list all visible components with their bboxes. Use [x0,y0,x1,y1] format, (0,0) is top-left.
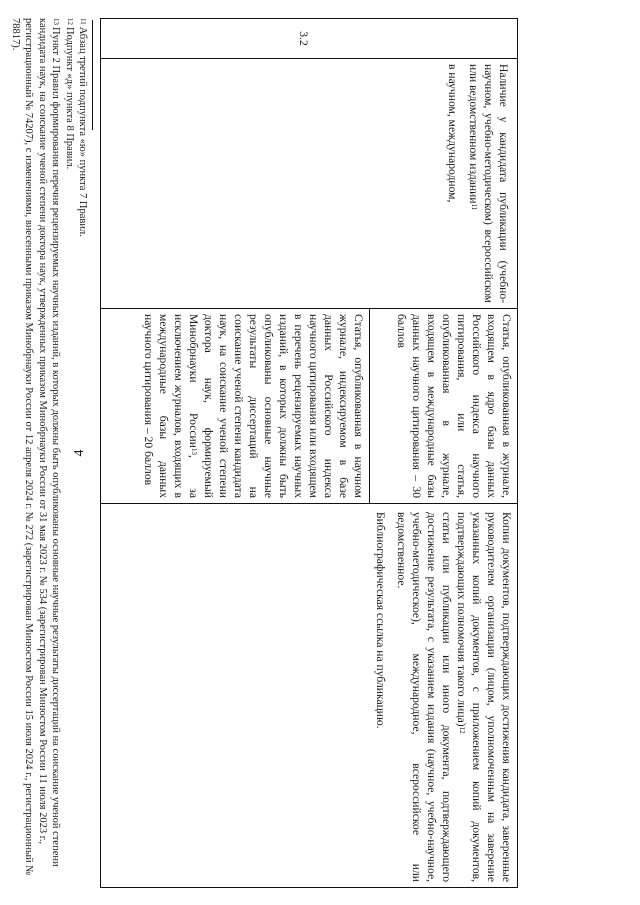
requirement-2-text: Статья, опубликованная в научном журнале, индексируемом в базе данных Российского индекса научного цитирования или входящем в перечень рецензируемых научных изданий, в которых должны быть опубликованы основные научные результаты диссертаций на соискание ученой степени кандидата наук, на соискание ученой степени доктора наук, формируемый Минобрнауки России [187,314,366,498]
footnote-ref-13: 13 [190,447,199,455]
footnote-13 [9,18,63,898]
documents-article-text: статьи или публикации или иного документа, подтверждающего достижение результата, с указанием издания (научное, учебно-научное, учебно-методическое), международное, всероссийское или ведомственное. [395,512,453,882]
criterion-cell [101,59,518,309]
documents-bibliography-text: Библиографическая ссылка на публикацию. [374,512,387,729]
footnote-ref-12: 12 [458,726,466,734]
footnote-11-num: 11 [79,18,87,25]
requirement-2-tail: , за исключением журналов, входящих в международные базы данных научного цитирования – 20 баллов [142,314,201,498]
footnote-11-text: Абзац третий подпункта «ю» пункта 7 Правил. [77,26,88,237]
footnote-11 [76,18,89,898]
requirement-cell-2 [101,309,370,504]
footnote-12 [62,18,75,898]
documents-cell [101,504,518,888]
requirement-cell-1: Статья, опубликованная в журнале, входящем в ядро базы данных Российского индекса научного питирования, или статья, опубликованная в журнале, входящем в международные базы данных научного цитирования – 30 баллов [370,309,518,504]
footnote-12-num: 12 [65,18,74,25]
footnote-ref-11: 11 [470,203,478,211]
criterion-left-prefix: в научном, международном, [446,64,459,203]
footnote-13-num: 13 [52,18,61,25]
page-number: 4 [72,449,87,457]
footnote-12-text: Подпункт «д» пункта 8 Правил. [63,27,75,170]
criteria-table [100,18,518,888]
footnote-divider [92,20,93,130]
footnote-13-text: Пункт 2 Правил формирования перечня рецензируемых научных изданий, в которых должны быть опубликованы основные научные результаты диссертаций на соискание ученой степени кандидата наук, на соискание ученой степени доктора наук, утвержденных приказом Минобрнауки России от 31 мая 2023 г. № 534 (зарегистрирован Минюстом России 11 июля 2023 г., регистрационный № 74207), с изменениями, внесенными приказом Минобрнауки России от 12 апреля 2024 г. № 272 (зарегистрирован Минюстом России 15 июля 2024 г., регистрационный № 78817). [9,18,62,876]
table-row-top [370,19,518,888]
row-number: 3.2 [101,19,518,59]
documents-copies-text: Копии документов, подтверждающих достижения кандидата, заверенные руководителем организации (лицом, уполномоченным на заверение указанных копий документов, с приложением копий документов, подтверждающих полномочия такого лица) [455,512,513,882]
footnotes [9,18,93,898]
criterion-text: Наличие у кандидата публикации (учебно-научном, учебно-методическом) всероссийском или ведомственном издании [467,64,510,303]
